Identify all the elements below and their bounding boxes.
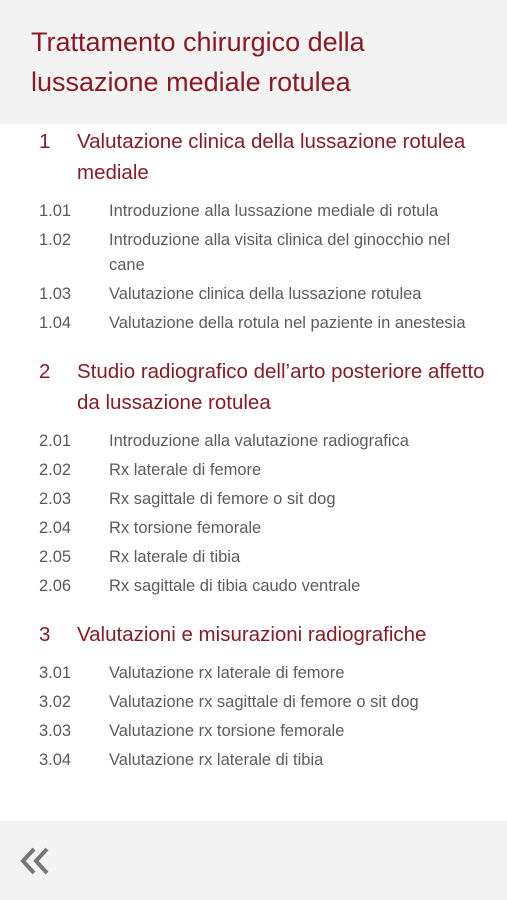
lesson-title: Valutazione della rotula nel paziente in anestesia (109, 314, 466, 332)
lesson-item[interactable] (0, 661, 507, 686)
lesson-title: Rx laterale di femore (109, 461, 262, 479)
lesson-title: Rx torsione femorale (109, 519, 262, 537)
lesson-title: Valutazione rx laterale di femore (109, 664, 345, 682)
chapter-title: Valutazione clinica della lussazione rotulea mediale (77, 130, 466, 184)
chapter-header[interactable] (0, 619, 507, 650)
chapter-2 (0, 356, 507, 599)
lesson-item[interactable] (0, 748, 507, 773)
lesson-item[interactable] (0, 574, 507, 599)
lesson-title: Valutazione rx torsione femorale (109, 722, 345, 740)
lesson-number: 2.03 (39, 490, 72, 508)
lesson-number: 1.02 (39, 231, 72, 249)
chapter-3 (0, 619, 507, 773)
chapter-number: 3 (39, 623, 51, 646)
table-of-contents[interactable] (0, 124, 507, 821)
lesson-number: 2.04 (39, 519, 72, 537)
double-chevron-left-icon (18, 845, 52, 877)
lesson-title: Introduzione alla valutazione radiografica (109, 432, 409, 450)
lesson-number: 2.06 (39, 577, 72, 595)
lesson-item[interactable] (0, 690, 507, 715)
lesson-list (0, 429, 507, 599)
lesson-item[interactable] (0, 516, 507, 541)
lesson-title: Introduzione alla visita clinica del ginocchio nel cane (109, 231, 451, 274)
lesson-item[interactable] (0, 545, 507, 570)
lesson-title: Rx sagittale di femore o sit dog (109, 490, 336, 508)
lesson-number: 1.03 (39, 285, 72, 303)
back-button[interactable] (18, 845, 52, 877)
lesson-item[interactable] (0, 282, 507, 307)
lesson-list (0, 661, 507, 773)
chapter-header[interactable] (0, 126, 507, 188)
lesson-number: 3.03 (39, 722, 72, 740)
lesson-item[interactable] (0, 719, 507, 744)
chapter-1 (0, 126, 507, 336)
chapter-title: Studio radiografico dell’arto posteriore affetto da lussazione rotulea (77, 360, 485, 414)
lesson-number: 2.01 (39, 432, 72, 450)
lesson-item[interactable] (0, 458, 507, 483)
lesson-item[interactable] (0, 429, 507, 454)
lesson-number: 1.01 (39, 202, 72, 220)
lesson-item[interactable] (0, 487, 507, 512)
lesson-list (0, 199, 507, 336)
lesson-title: Valutazione rx sagittale di femore o sit dog (109, 693, 419, 711)
lesson-title: Rx sagittale di tibia caudo ventrale (109, 577, 361, 595)
chapter-header[interactable] (0, 356, 507, 418)
lesson-item[interactable] (0, 311, 507, 336)
lesson-number: 3.02 (39, 693, 72, 711)
lesson-item[interactable] (0, 228, 507, 278)
lesson-number: 2.05 (39, 548, 72, 566)
lesson-item[interactable] (0, 199, 507, 224)
lesson-number: 2.02 (39, 461, 72, 479)
lesson-title: Rx laterale di tibia (109, 548, 241, 566)
lesson-title: Introduzione alla lussazione mediale di rotula (109, 202, 439, 220)
lesson-title: Valutazione rx laterale di tibia (109, 751, 324, 769)
lesson-number: 3.01 (39, 664, 72, 682)
chapter-title: Valutazioni e misurazioni radiografiche (77, 623, 427, 646)
lesson-number: 1.04 (39, 314, 72, 332)
bottom-toolbar (0, 821, 507, 900)
chapter-number: 1 (39, 130, 51, 153)
page-title: Trattamento chirurgico della lussazione mediale rotulea (31, 27, 365, 97)
lesson-number: 3.04 (39, 751, 72, 769)
header-bar (0, 0, 507, 124)
chapter-number: 2 (39, 360, 51, 383)
lesson-title: Valutazione clinica della lussazione rotulea (109, 285, 422, 303)
